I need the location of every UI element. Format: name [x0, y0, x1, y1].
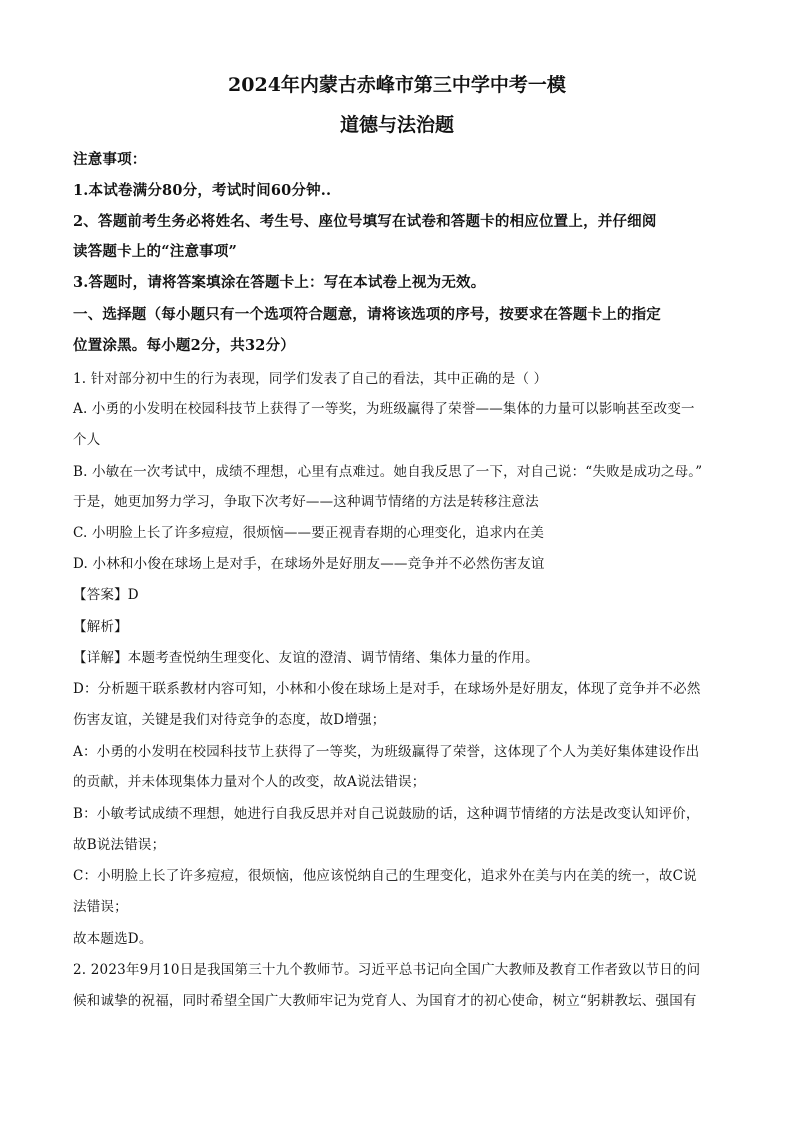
exam-title: 2024年内蒙古赤峰市第三中学中考一模: [228, 74, 566, 96]
q1-explain-d-line-2: 伤害友谊，关键是我们对待竞争的态度，故D增强；: [73, 712, 386, 728]
q1-conclusion: 故本题选D。: [73, 931, 153, 947]
q1-explain-c-line-2: 法错误；: [73, 899, 128, 915]
q2-stem-line-1: 2. 2023年9月10日是我国第三十九个教师节。习近平总书记向全国广大教师及教育工作者致以节日的问: [73, 962, 701, 978]
q1-option-a-line-1: A. 小勇的小发明在校园科技节上获得了一等奖，为班级赢得了荣誉——集体的力量可以影响甚至改变一: [73, 401, 695, 417]
q1-explain-b-line-2: 故B说法错误；: [73, 837, 166, 853]
note-1: 1.本试卷满分80分，考试时间60分钟..: [73, 182, 332, 199]
q1-detail: 【详解】本题考查悦纳生理变化、友谊的澄清、调节情绪、集体力量的作用。: [73, 650, 539, 666]
q1-stem: 1. 针对部分初中生的行为表现，同学们发表了自己的看法，其中正确的是（ ）: [73, 371, 548, 387]
q1-analysis-label: 【解析】: [73, 619, 128, 635]
q2-stem-line-2: 候和诚挚的祝福，同时希望全国广大教师牢记为党育人、为国育才的初心使命，树立“躬耕教坛、强国有: [73, 993, 697, 1009]
exam-subtitle: 道德与法治题: [339, 114, 454, 136]
q1-explain-c-line-1: C：小明脸上长了许多痘痘，很烦恼，他应该悦纳自己的生理变化，追求外在美与内在美的统一，故C说: [73, 868, 697, 884]
q1-option-a-line-2: 个人: [73, 432, 101, 448]
section-heading-line-2: 位置涂黑。每小题2分，共32分）: [73, 337, 295, 354]
q1-option-b-line-1: B. 小敏在一次考试中，成绩不理想，心里有点难过。她自我反思了一下，对自己说：“失败是成功之母。”: [73, 464, 703, 480]
q1-explain-b-line-1: B：小敏考试成绩不理想，她进行自我反思并对自己说鼓励的话，这种调节情绪的方法是改变认知评价，: [73, 806, 700, 822]
q1-explain-a-line-1: A：小勇的小发明在校园科技节上获得了一等奖，为班级赢得了荣誉，这体现了个人为美好集体建设作出: [73, 744, 700, 760]
q1-option-d: D. 小林和小俊在球场上是对手，在球场外是好朋友——竞争并不必然伤害友谊: [73, 556, 545, 572]
q1-option-b-line-2: 于是，她更加努力学习，争取下次考好——这种调节情绪的方法是转移注意法: [73, 494, 539, 510]
note-3: 3.答题时，请将答案填涂在答题卡上：写在本试卷上视为无效。: [73, 274, 486, 291]
q1-option-c: C. 小明脸上长了许多痘痘，很烦恼——要正视青春期的心理变化，追求内在美: [73, 525, 545, 541]
notes-heading: 注意事项：: [73, 151, 147, 168]
section-heading-line-1: 一、选择题（每小题只有一个选项符合题意，请将该选项的序号，按要求在答题卡上的指定: [73, 306, 661, 323]
q1-explain-d-line-1: D：分析题干联系教材内容可知，小林和小俊在球场上是对手，在球场外是好朋友，体现了竞争并不必然: [73, 681, 701, 697]
note-2-line-1: 2、答题前考生务必将姓名、考生号、座位号填写在试卷和答题卡的相应位置上，并仔细阅: [73, 213, 657, 230]
note-2-line-2: 读答题卡上的“注意事项”: [73, 243, 238, 260]
q1-explain-a-line-2: 的贡献，并未体现集体力量对个人的改变，故A说法错误；: [73, 774, 426, 790]
q1-answer: 【答案】D: [73, 587, 139, 603]
